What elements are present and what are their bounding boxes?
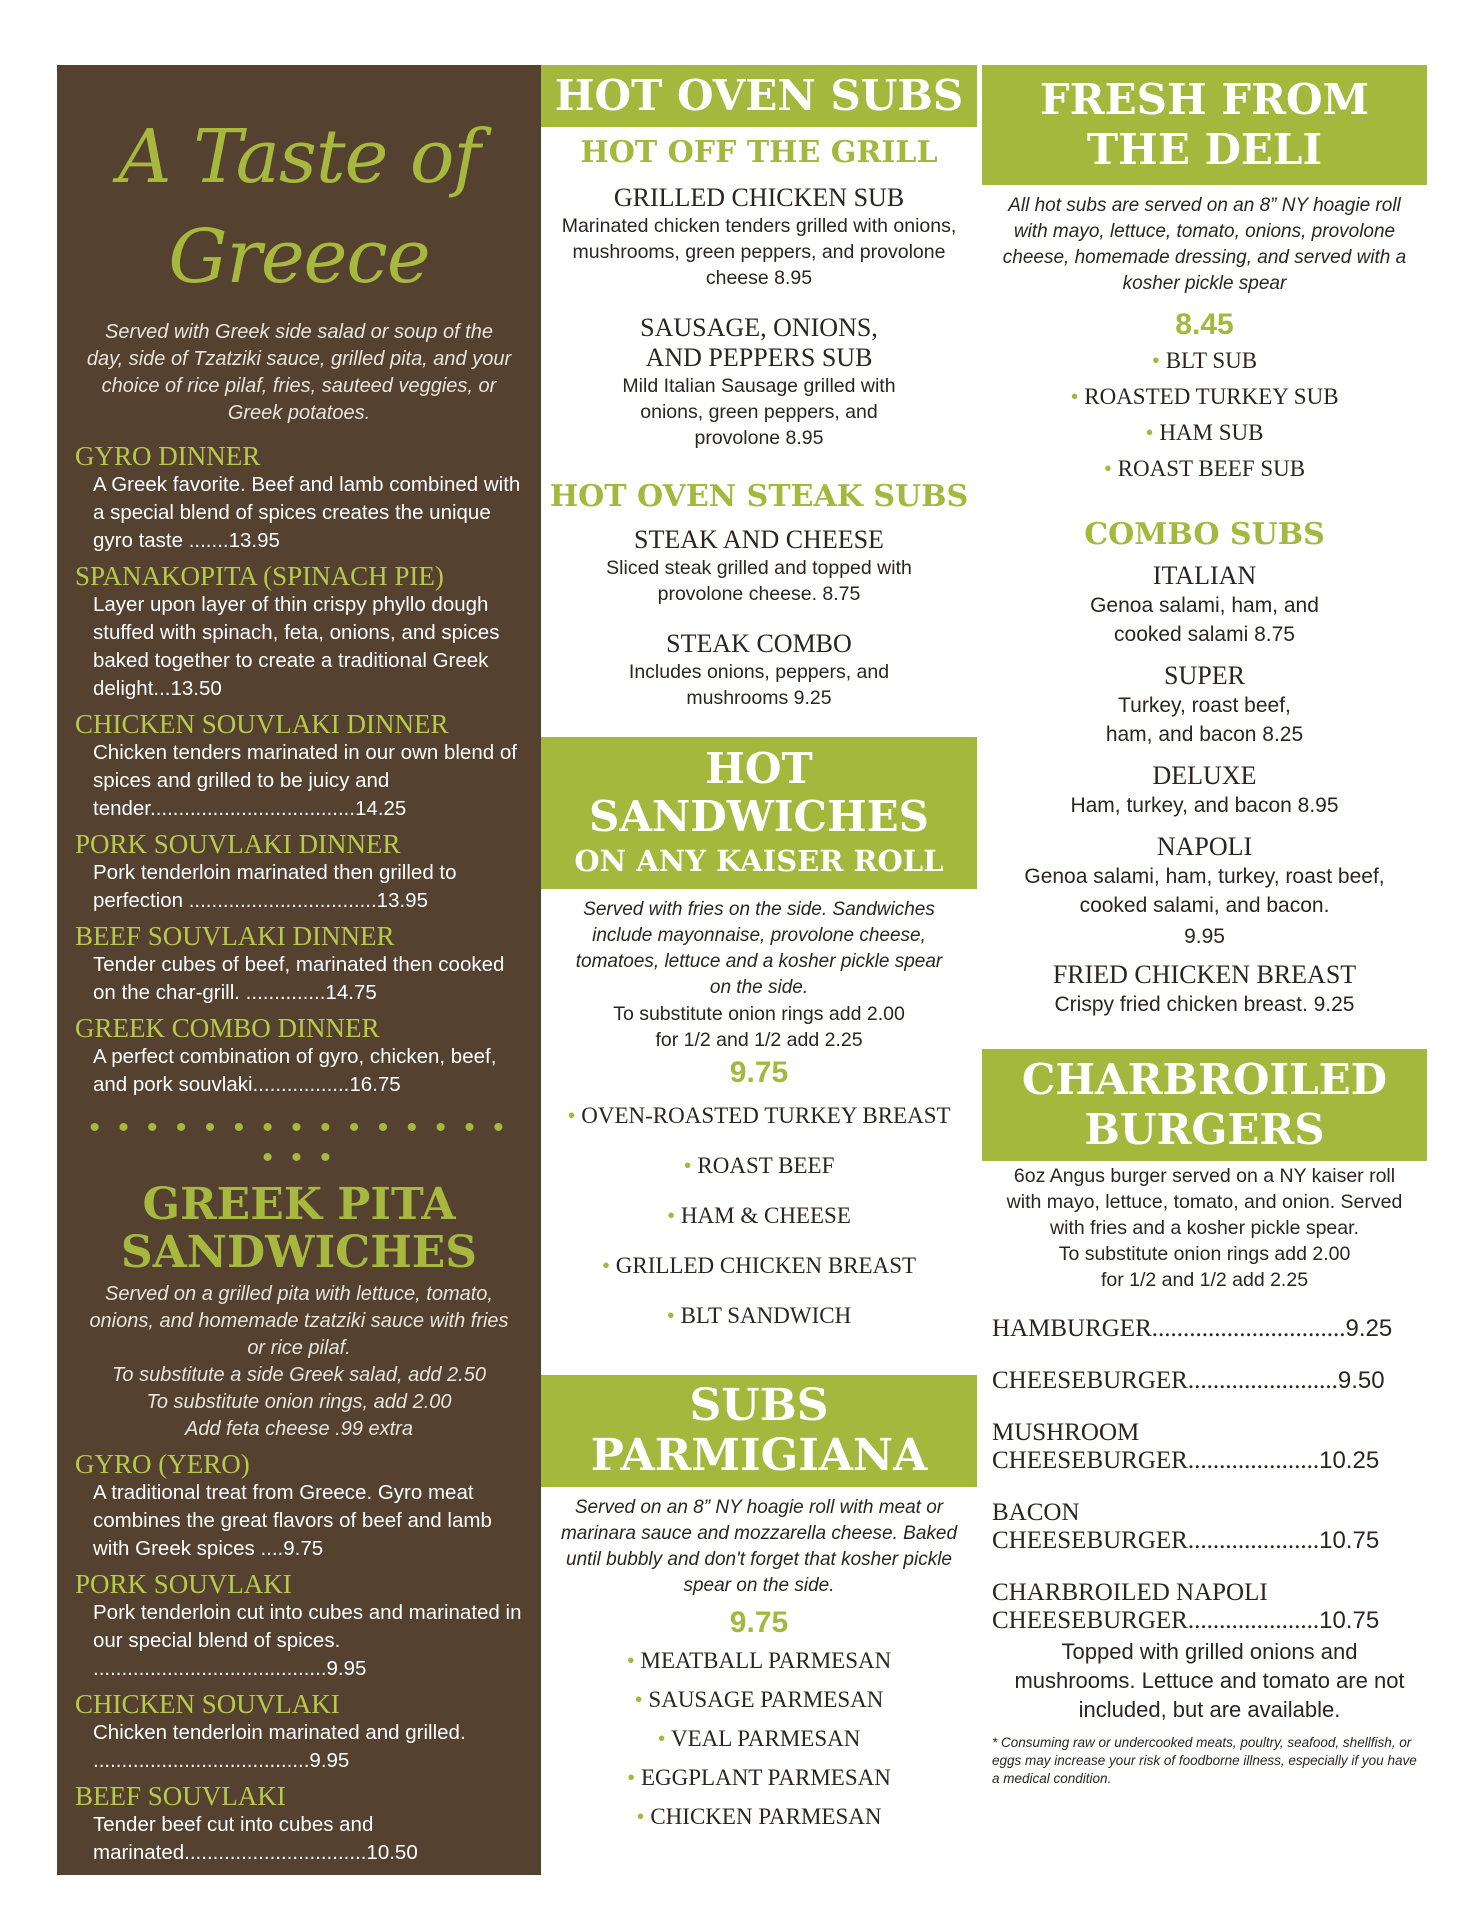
hot-sandwich-list <box>541 1091 977 1341</box>
deli-section <box>982 65 1427 1788</box>
napoli-burger-note: Topped with grilled onions and mushrooms. Lettuce and tomato are not included, but are available. <box>1014 1639 1405 1722</box>
parmigiana-price: 9.75 <box>729 1606 789 1639</box>
parmigiana-note: Served on an 8” NY hoagie roll with meat or marinara sauce and mozzarella cheese. Baked until bubbly and don't forget that kosher pickle spear on the side. <box>560 1497 958 1596</box>
deli-list <box>982 343 1427 487</box>
list-item: • EGGPLANT PARMESAN <box>627 1765 891 1790</box>
subs-section <box>541 65 977 1836</box>
steak-subs-title: HOT OVEN STEAK SUBS <box>549 479 969 514</box>
menu-item: FRIED CHICKEN BREAST Crispy fried chicken breast. 9.25 <box>1052 960 1357 1016</box>
list-item: • ROAST BEEF SUB <box>1103 456 1306 481</box>
menu-item: SAUSAGE, ONIONS, AND PEPPERS SUB Mild Italian Sausage grilled with onions, green peppers, and provolone 8.95 <box>622 313 896 449</box>
menu-item: BEEF SOUVLAKI Tender beef cut into cubes and marinated................................10.50 <box>75 1781 418 1864</box>
list-item: • BLT SUB <box>1151 348 1258 373</box>
greek-section <box>57 65 541 1875</box>
dinner-list <box>75 441 523 1099</box>
deli-price: 8.45 <box>1175 308 1234 341</box>
hot-sandwiches-banner: HOT SANDWICHES ON ANY KAISER ROLL <box>541 737 977 889</box>
menu-item: GRILLED CHICKEN SUB Marinated chicken tenders grilled with onions, mushrooms, green peppers, and provolone cheese 8.95 <box>561 183 957 289</box>
hot-sandwich-price: 9.75 <box>729 1056 789 1089</box>
burgers-banner: CHARBROILED BURGERS <box>982 1049 1427 1161</box>
list-item: MUSHROOM CHEESEBURGER.....................10.25 <box>992 1419 1380 1474</box>
list-item: • BLT SANDWICH <box>666 1303 852 1328</box>
menu-item: STEAK AND CHEESE Sliced steak grilled and topped with provolone cheese. 8.75 <box>606 525 912 605</box>
menu-item: STEAK COMBO Includes onions, peppers, and mushrooms 9.25 <box>628 629 890 709</box>
napoli-price: 9.95 <box>1184 925 1225 948</box>
burger-half-half-note: for 1/2 and 1/2 add 2.25 <box>1100 1269 1309 1291</box>
half-half-note: for 1/2 and 1/2 add 2.25 <box>655 1029 863 1051</box>
list-item: • CHICKEN PARMESAN <box>636 1804 882 1829</box>
menu-item: SUPER Turkey, roast beef, ham, and bacon 8.25 <box>1105 661 1304 746</box>
burger-note: 6oz Angus burger served on a NY kaiser roll with mayo, lettuce, tomato, and onion. Served with fries and a kosher pickle spear. <box>1006 1165 1403 1239</box>
disclaimer: * Consuming raw or undercooked meats, poultry, seafood, shellfish, or eggs may increase your risk of foodborne illness, especially if you have a medical condition. <box>992 1735 1417 1786</box>
hot-sandwiches-note: Served with fries on the side. Sandwiches include mayonnaise, provolone cheese, tomatoes, lettuce and a kosher pickle spear on the side. <box>575 899 943 998</box>
list-item: CHARBROILED NAPOLI CHEESEBURGER.....................10.75 <box>992 1579 1380 1634</box>
subs-parmigiana-banner: SUBS PARMIGIANA <box>541 1375 977 1487</box>
deli-note: All hot subs are served on an 8” NY hoagie roll with mayo, lettuce, tomato, onions, provolone cheese, homemade dressing, and served with a kosher pickle spear <box>1002 195 1407 294</box>
hot-oven-subs-banner: HOT OVEN SUBS <box>541 65 977 127</box>
menu-item: BEEF SOUVLAKI DINNER Tender cubes of beef, marinated then cooked on the char-grill. ..............14.75 <box>75 921 505 1004</box>
menu-item: PORK SOUVLAKI Pork tenderloin cut into cubes and marinated in our special blend of spices. .........................................9.95 <box>75 1569 522 1680</box>
list-item: BACON CHEESEBURGER.....................10.75 <box>992 1499 1380 1554</box>
burger-list <box>982 1315 1427 1635</box>
dot-divider: • • • • • • • • • • • • • • • • • • <box>89 1111 509 1174</box>
menu-item: GYRO (YERO) A traditional treat from Greece. Gyro meat combines the great flavors of beef and lamb with Greek spices ....9.75 <box>75 1449 492 1560</box>
fresh-deli-banner: FRESH FROM THE DELI <box>982 65 1427 185</box>
list-item: CHEESEBURGER........................9.50 <box>992 1367 1385 1394</box>
menu-item: CHICKEN SOUVLAKI DINNER Chicken tenders marinated in our own blend of spices and grilled to be juicy and tender....................................14.25 <box>75 709 517 820</box>
list-item: • HAM & CHEESE <box>667 1203 851 1228</box>
greek-intro: Served with Greek side salad or soup of the day, side of Tzatziki sauce, grilled pita, and your choice of rice pilaf, fries, sauteed veggies, or Greek potatoes. <box>86 321 512 424</box>
menu-item: NAPOLI Genoa salami, ham, turkey, roast beef, cooked salami, and bacon. 9.95 <box>982 832 1427 954</box>
hot-off-grill-title: HOT OFF THE GRILL <box>580 135 938 170</box>
pita-section-title: GREEK PITA SANDWICHES <box>120 1179 478 1278</box>
list-item: HAMBURGER...............................9.25 <box>992 1315 1393 1342</box>
list-item: • ROAST BEEF <box>683 1153 835 1178</box>
parmigiana-list <box>541 1641 977 1836</box>
list-item: • GRILLED CHICKEN BREAST <box>601 1253 917 1278</box>
list-item: • ROASTED TURKEY SUB <box>1070 384 1339 409</box>
menu-item: GYRO DINNER A Greek favorite. Beef and lamb combined with a special blend of spices creates the unique gyro taste .......13.95 <box>75 441 521 552</box>
pita-intro: Served on a grilled pita with lettuce, tomato, onions, and homemade tzatziki sauce with fries or rice pilaf. To substitute a side Greek salad, add 2.50 To substitute onion rings, add 2.00 Add feta cheese .99 extra <box>89 1283 509 1440</box>
list-item: • MEATBALL PARMESAN <box>626 1648 892 1673</box>
menu-item: CHICKEN SOUVLAKI Chicken tenderloin marinated and grilled. ......................................9.95 <box>75 1689 466 1772</box>
menu-item: ITALIAN Genoa salami, ham, and cooked salami 8.75 <box>1090 561 1319 646</box>
list-item: • HAM SUB <box>1145 420 1264 445</box>
pita-list <box>75 1449 523 1867</box>
list-item: • OVEN-ROASTED TURKEY BREAST <box>567 1103 951 1128</box>
list-item: • VEAL PARMESAN <box>657 1726 861 1751</box>
menu-item: GREEK COMBO DINNER A perfect combination of gyro, chicken, beef, and pork souvlaki.................16.75 <box>75 1013 497 1096</box>
menu-item: SPANAKOPITA (SPINACH PIE) Layer upon layer of thin crispy phyllo dough stuffed with spinach, feta, onions, and spices baked together to create a traditional Greek delight...13.50 <box>75 561 500 700</box>
list-item: • SAUSAGE PARMESAN <box>634 1687 884 1712</box>
greek-title: A Taste of Greece <box>118 114 480 300</box>
onion-rings-note: To substitute onion rings add 2.00 <box>613 1003 905 1025</box>
menu-item: PORK SOUVLAKI DINNER Pork tenderloin marinated then grilled to perfection .................................13.95 <box>75 829 457 912</box>
burger-onion-rings-note: To substitute onion rings add 2.00 <box>1058 1243 1351 1265</box>
menu-item: DELUXE Ham, turkey, and bacon 8.95 <box>1070 761 1339 817</box>
combo-subs-title: COMBO SUBS <box>1084 517 1325 552</box>
